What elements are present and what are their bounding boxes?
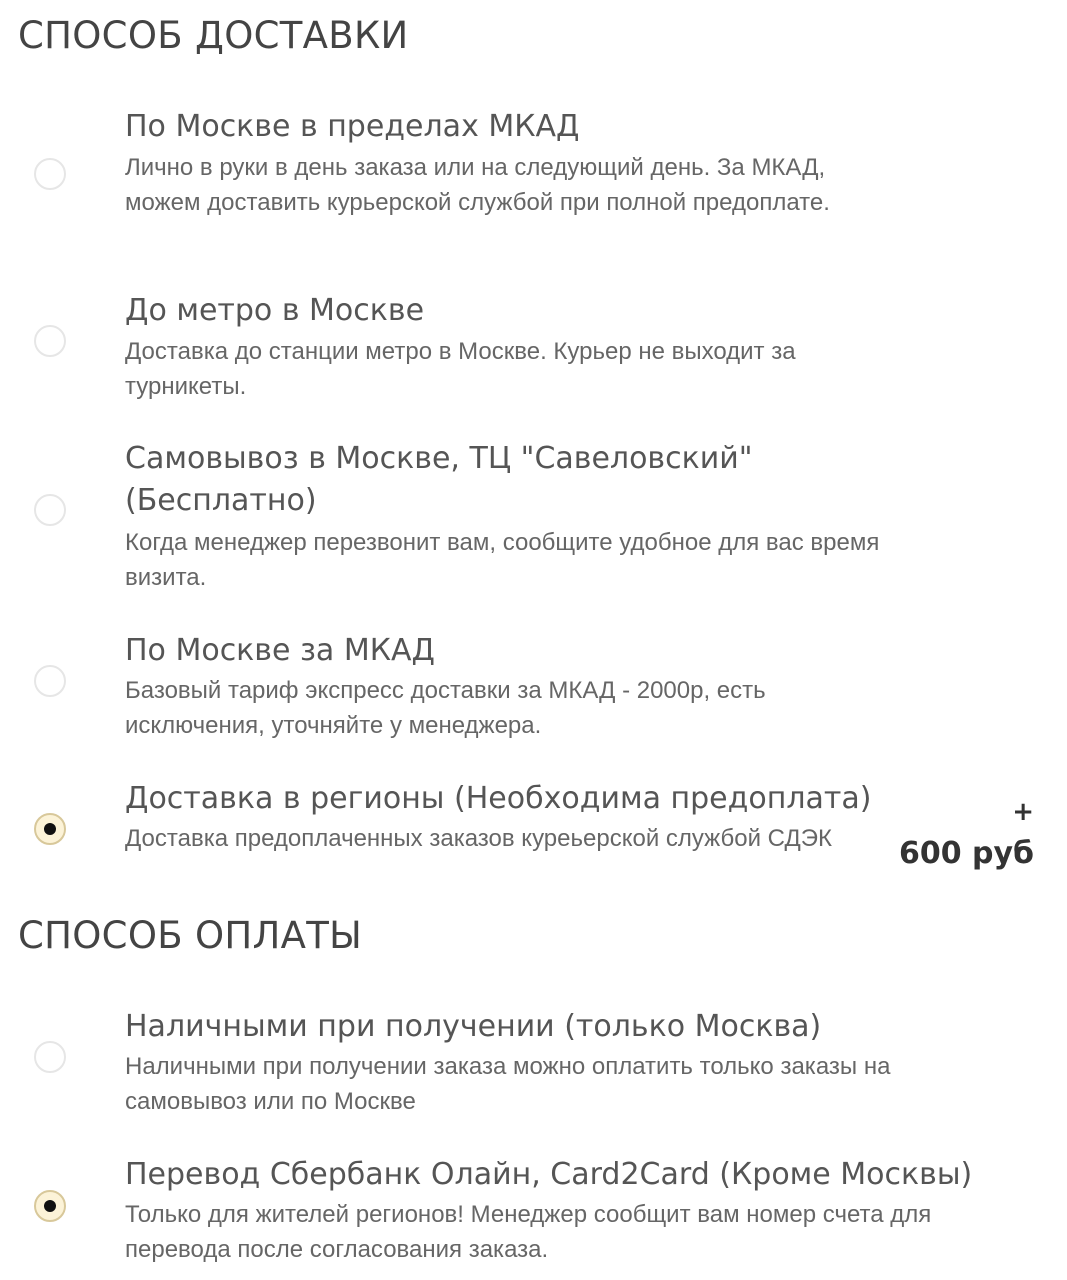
option-title: До метро в Москве bbox=[125, 293, 425, 328]
option-description: Когда менеджер перезвонит вам, сообщите удобное для вас время визита. bbox=[125, 529, 880, 591]
delivery-section-title: СПОСОБ ДОСТАВКИ bbox=[18, 14, 409, 57]
option-description: Только для жителей регионов! Менеджер сообщит вам номер счета для перевода после согласования заказа. bbox=[125, 1201, 932, 1263]
radio-button-selected[interactable] bbox=[34, 1190, 66, 1222]
option-description: Базовый тариф экспресс доставки за МКАД - 2000р, есть исключения, уточняйте у менеджера. bbox=[125, 677, 766, 739]
radio-button[interactable] bbox=[34, 1041, 66, 1073]
price-plus: + bbox=[1012, 797, 1034, 827]
radio-button[interactable] bbox=[34, 325, 66, 357]
radio-button[interactable] bbox=[34, 494, 66, 526]
option-title: Самовывоз в Москве, ТЦ "Савеловский" (Бесплатно) bbox=[125, 441, 753, 518]
radio-button[interactable] bbox=[34, 158, 66, 190]
option-title: Перевод Сбербанк Олайн, Card2Card (Кроме Москвы) bbox=[125, 1157, 973, 1192]
option-description: Лично в руки в день заказа или на следующий день. За МКАД, можем доставить курьерской службой при полной предоплате. bbox=[125, 154, 830, 216]
radio-button[interactable] bbox=[34, 665, 66, 697]
radio-button-selected[interactable] bbox=[34, 813, 66, 845]
option-description: Доставка предоплаченных заказов куреьерской службой СДЭК bbox=[125, 825, 832, 852]
delivery-price: 600 руб bbox=[898, 836, 1034, 871]
payment-section-title: СПОСОБ ОПЛАТЫ bbox=[18, 914, 363, 957]
option-title: Наличными при получении (только Москва) bbox=[125, 1009, 822, 1044]
option-description: Наличными при получении заказа можно оплатить только заказы на самовывоз или по Москве bbox=[125, 1053, 891, 1115]
option-title: Доставка в регионы (Необходима предоплата) bbox=[125, 781, 872, 816]
option-title: По Москве за МКАД bbox=[125, 633, 435, 668]
option-description: Доставка до станции метро в Москве. Курьер не выходит за турникеты. bbox=[125, 338, 796, 400]
option-title: По Москве в пределах МКАД bbox=[125, 109, 580, 144]
